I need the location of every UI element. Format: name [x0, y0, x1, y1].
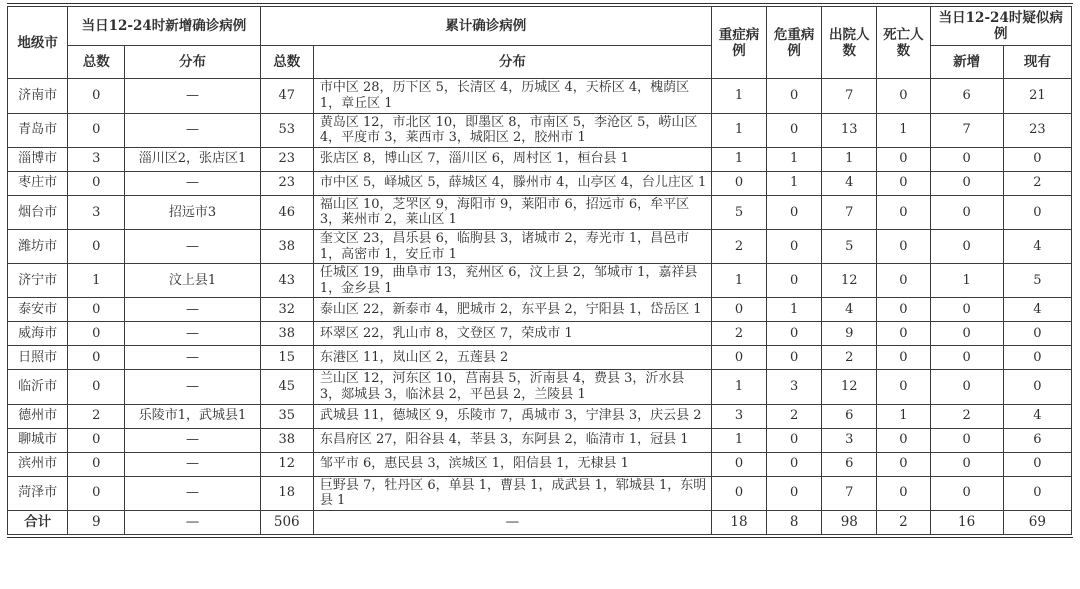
cell-new-total: 0 — [68, 298, 125, 322]
cell-new-total: 0 — [68, 428, 125, 452]
cell-city: 德州市 — [8, 404, 68, 428]
cell-new-total: 0 — [68, 322, 125, 346]
cell-susp-new: 7 — [930, 113, 1003, 147]
cell-city: 烟台市 — [8, 195, 68, 229]
header-row-groups — [8, 7, 1072, 46]
cell-severe: 0 — [711, 298, 766, 322]
cell-cum-dist: 东昌府区 27，阳谷县 4，莘县 3，东阿县 2，临清市 1，冠县 1 — [313, 428, 711, 452]
cell-susp-existing: 0 — [1003, 322, 1071, 346]
cell-deaths: 0 — [877, 476, 930, 510]
cell-discharged: 7 — [822, 79, 877, 113]
cell-cum-total: 38 — [260, 322, 313, 346]
cell-critical: 0 — [767, 346, 822, 370]
cell-cum-total: 23 — [260, 171, 313, 195]
cell-cum-total: 15 — [260, 346, 313, 370]
cell-deaths: 0 — [877, 79, 930, 113]
cell-critical: 0 — [767, 476, 822, 510]
cell-new-total: 0 — [68, 113, 125, 147]
cell-susp-existing: 5 — [1003, 264, 1071, 298]
header-city: 地级市 — [8, 7, 68, 79]
cell-discharged: 1 — [822, 147, 877, 171]
cell-cum-dist: 东港区 11，岚山区 2，五莲县 2 — [313, 346, 711, 370]
cell-susp-new: 0 — [930, 476, 1003, 510]
table-row — [8, 476, 1072, 510]
cell-new-dist: — — [125, 452, 260, 476]
cell-critical: 3 — [767, 370, 822, 404]
cell-severe: 1 — [711, 370, 766, 404]
cell-new-dist: — — [125, 171, 260, 195]
cell-critical: 0 — [767, 428, 822, 452]
cell-cum-dist: 奎文区 23，昌乐县 6，临朐县 3，诸城市 2，寿光市 1，昌邑市 1，高密市 1，安丘市 1 — [313, 229, 711, 263]
cell-discharged: 4 — [822, 171, 877, 195]
cell-susp-new: 16 — [930, 510, 1003, 534]
table-row — [8, 195, 1072, 229]
cell-critical: 0 — [767, 229, 822, 263]
cell-new-total: 3 — [68, 195, 125, 229]
cell-severe: 0 — [711, 452, 766, 476]
cell-new-dist: — — [125, 298, 260, 322]
header-new-distribution: 分布 — [125, 46, 260, 79]
table-body — [8, 79, 1072, 534]
cell-critical: 0 — [767, 113, 822, 147]
cell-severe: 1 — [711, 428, 766, 452]
cell-susp-new: 0 — [930, 428, 1003, 452]
table-row — [8, 113, 1072, 147]
cell-new-total: 2 — [68, 404, 125, 428]
cell-susp-existing: 6 — [1003, 428, 1071, 452]
cell-cum-dist: 泰山区 22，新泰市 4，肥城市 2，东平县 2，宁阳县 1，岱岳区 1 — [313, 298, 711, 322]
cell-city: 枣庄市 — [8, 171, 68, 195]
cell-discharged: 9 — [822, 322, 877, 346]
cell-city: 济南市 — [8, 79, 68, 113]
cell-city: 济宁市 — [8, 264, 68, 298]
cell-susp-existing: 4 — [1003, 404, 1071, 428]
header-suspected-group: 当日12-24时疑似病例 — [930, 7, 1072, 46]
cell-deaths: 0 — [877, 171, 930, 195]
cell-new-total: 0 — [68, 171, 125, 195]
cell-cum-total: 53 — [260, 113, 313, 147]
header-cum-total: 总数 — [260, 46, 313, 79]
cell-new-total: 0 — [68, 452, 125, 476]
cell-severe: 5 — [711, 195, 766, 229]
cell-cum-dist: 市中区 5，峄城区 5，薛城区 4，滕州市 4，山亭区 4，台儿庄区 1 — [313, 171, 711, 195]
cell-susp-existing: 4 — [1003, 229, 1071, 263]
cell-severe: 0 — [711, 476, 766, 510]
cell-new-dist: — — [125, 428, 260, 452]
cell-critical: 1 — [767, 171, 822, 195]
cell-susp-existing: 23 — [1003, 113, 1071, 147]
table-row — [8, 370, 1072, 404]
cell-critical: 2 — [767, 404, 822, 428]
cell-severe: 2 — [711, 322, 766, 346]
cell-cum-total: 12 — [260, 452, 313, 476]
header-cumulative-group: 累计确诊病例 — [260, 7, 711, 46]
cell-severe: 3 — [711, 404, 766, 428]
cell-new-total: 0 — [68, 79, 125, 113]
cell-new-total: 1 — [68, 264, 125, 298]
cell-deaths: 0 — [877, 428, 930, 452]
cell-cum-dist: 任城区 19，曲阜市 13，兖州区 6，汶上县 2，邹城市 1，嘉祥县 1，金乡县 1 — [313, 264, 711, 298]
cell-severe: 0 — [711, 346, 766, 370]
cell-severe: 18 — [711, 510, 766, 534]
cell-cum-dist: 巨野县 7，牡丹区 6，单县 1，曹县 1，成武县 1，郓城县 1，东明县 1 — [313, 476, 711, 510]
cell-cum-dist: 环翠区 22，乳山市 8，文登区 7，荣成市 1 — [313, 322, 711, 346]
cell-city: 聊城市 — [8, 428, 68, 452]
cell-cum-total: 45 — [260, 370, 313, 404]
table-row — [8, 404, 1072, 428]
cell-city: 威海市 — [8, 322, 68, 346]
cell-susp-new: 0 — [930, 298, 1003, 322]
table-row — [8, 452, 1072, 476]
cell-cum-dist: 武城县 11，德城区 9，乐陵市 7，禹城市 3，宁津县 3，庆云县 2 — [313, 404, 711, 428]
cell-city: 泰安市 — [8, 298, 68, 322]
cell-new-dist: 淄川区2，张店区1 — [125, 147, 260, 171]
header-new-total: 总数 — [68, 46, 125, 79]
cell-cum-dist: — — [313, 510, 711, 534]
cell-susp-existing: 0 — [1003, 370, 1071, 404]
cell-deaths: 2 — [877, 510, 930, 534]
cell-discharged: 12 — [822, 370, 877, 404]
cell-city: 日照市 — [8, 346, 68, 370]
cell-cum-total: 43 — [260, 264, 313, 298]
cell-new-total: 0 — [68, 476, 125, 510]
cell-susp-new: 0 — [930, 147, 1003, 171]
table-row — [8, 229, 1072, 263]
cell-susp-existing: 0 — [1003, 476, 1071, 510]
cell-discharged: 5 — [822, 229, 877, 263]
header-suspected-new: 新增 — [930, 46, 1003, 79]
cell-severe: 1 — [711, 113, 766, 147]
table-row — [8, 79, 1072, 113]
cell-severe: 2 — [711, 229, 766, 263]
cell-city: 淄博市 — [8, 147, 68, 171]
cell-cum-total: 47 — [260, 79, 313, 113]
cell-new-dist: 招远市3 — [125, 195, 260, 229]
header-critical: 危重病例 — [767, 7, 822, 79]
header-suspected-existing: 现有 — [1003, 46, 1071, 79]
cell-city: 滨州市 — [8, 452, 68, 476]
cell-new-dist: — — [125, 370, 260, 404]
cell-severe: 1 — [711, 79, 766, 113]
header-discharged: 出院人数 — [822, 7, 877, 79]
cell-new-dist: — — [125, 79, 260, 113]
cell-deaths: 0 — [877, 264, 930, 298]
cell-cum-dist: 黄岛区 12，市北区 10，即墨区 8，市南区 5，李沧区 5，崂山区 4，平度市 3，莱西市 3，城阳区 2，胶州市 1 — [313, 113, 711, 147]
cell-susp-existing: 21 — [1003, 79, 1071, 113]
cell-severe: 1 — [711, 264, 766, 298]
cell-new-total: 0 — [68, 229, 125, 263]
cell-deaths: 0 — [877, 298, 930, 322]
cell-city: 合计 — [8, 510, 68, 534]
cell-city: 潍坊市 — [8, 229, 68, 263]
header-deaths: 死亡人数 — [877, 7, 930, 79]
cell-susp-new: 0 — [930, 229, 1003, 263]
cell-susp-existing: 2 — [1003, 171, 1071, 195]
cell-new-total: 3 — [68, 147, 125, 171]
cell-cum-dist: 邹平市 6，惠民县 3，滨城区 1，阳信县 1，无棣县 1 — [313, 452, 711, 476]
cell-cum-total: 38 — [260, 229, 313, 263]
cell-discharged: 7 — [822, 476, 877, 510]
cell-susp-existing: 4 — [1003, 298, 1071, 322]
cell-susp-new: 0 — [930, 346, 1003, 370]
cell-new-total: 0 — [68, 346, 125, 370]
cell-discharged: 12 — [822, 264, 877, 298]
cell-new-dist: — — [125, 113, 260, 147]
cell-new-dist: 乐陵市1，武城县1 — [125, 404, 260, 428]
header-new-cases-group: 当日12-24时新增确诊病例 — [68, 7, 261, 46]
cell-critical: 0 — [767, 452, 822, 476]
cell-deaths: 1 — [877, 113, 930, 147]
cell-new-total: 0 — [68, 370, 125, 404]
cell-susp-new: 2 — [930, 404, 1003, 428]
cell-cum-total: 32 — [260, 298, 313, 322]
table-header — [8, 7, 1072, 79]
table-row — [8, 346, 1072, 370]
cell-susp-new: 0 — [930, 171, 1003, 195]
cell-severe: 0 — [711, 171, 766, 195]
cell-cum-total: 46 — [260, 195, 313, 229]
cell-new-dist: 汶上县1 — [125, 264, 260, 298]
cases-table-container — [7, 3, 1073, 538]
cases-table — [7, 6, 1072, 535]
cell-new-dist: — — [125, 322, 260, 346]
cell-new-total: 9 — [68, 510, 125, 534]
cell-discharged: 13 — [822, 113, 877, 147]
cell-cum-dist: 福山区 10，芝罘区 9，海阳市 9，莱阳市 6，招远市 6，牟平区 3，莱州市 2，莱山区 1 — [313, 195, 711, 229]
cell-susp-new: 6 — [930, 79, 1003, 113]
cell-deaths: 0 — [877, 195, 930, 229]
cell-critical: 1 — [767, 147, 822, 171]
cell-new-dist: — — [125, 346, 260, 370]
table-row — [8, 147, 1072, 171]
cell-severe: 1 — [711, 147, 766, 171]
cell-discharged: 98 — [822, 510, 877, 534]
cell-discharged: 7 — [822, 195, 877, 229]
cell-new-dist: — — [125, 229, 260, 263]
cell-cum-dist: 兰山区 12，河东区 10，莒南县 5，沂南县 4，费县 3，沂水县 3，郯城县 3，临沭县 2，平邑县 2，兰陵县 1 — [313, 370, 711, 404]
cell-city: 青岛市 — [8, 113, 68, 147]
cell-susp-new: 1 — [930, 264, 1003, 298]
cell-cum-total: 506 — [260, 510, 313, 534]
cell-susp-existing: 0 — [1003, 452, 1071, 476]
cell-critical: 0 — [767, 79, 822, 113]
cell-city: 菏泽市 — [8, 476, 68, 510]
header-severe: 重症病例 — [711, 7, 766, 79]
cell-critical: 0 — [767, 322, 822, 346]
cell-deaths: 0 — [877, 147, 930, 171]
cell-discharged: 4 — [822, 298, 877, 322]
table-row — [8, 322, 1072, 346]
cell-deaths: 0 — [877, 229, 930, 263]
cell-susp-new: 0 — [930, 322, 1003, 346]
table-row — [8, 171, 1072, 195]
cell-city: 临沂市 — [8, 370, 68, 404]
cell-critical: 0 — [767, 264, 822, 298]
cell-cum-total: 38 — [260, 428, 313, 452]
cell-new-dist: — — [125, 476, 260, 510]
cell-deaths: 0 — [877, 322, 930, 346]
cell-susp-new: 0 — [930, 452, 1003, 476]
cell-susp-new: 0 — [930, 370, 1003, 404]
cell-discharged: 6 — [822, 404, 877, 428]
table-row — [8, 298, 1072, 322]
header-cum-distribution: 分布 — [313, 46, 711, 79]
cell-susp-existing: 0 — [1003, 147, 1071, 171]
table-row — [8, 428, 1072, 452]
cell-critical: 8 — [767, 510, 822, 534]
cell-critical: 1 — [767, 298, 822, 322]
cell-deaths: 0 — [877, 370, 930, 404]
cell-susp-existing: 0 — [1003, 346, 1071, 370]
cell-cum-total: 35 — [260, 404, 313, 428]
cell-deaths: 0 — [877, 346, 930, 370]
cell-new-dist: — — [125, 510, 260, 534]
cell-critical: 0 — [767, 195, 822, 229]
cell-discharged: 3 — [822, 428, 877, 452]
cell-deaths: 0 — [877, 452, 930, 476]
cell-cum-dist: 张店区 8，博山区 7，淄川区 6，周村区 1，桓台县 1 — [313, 147, 711, 171]
table-row — [8, 264, 1072, 298]
cell-susp-existing: 69 — [1003, 510, 1071, 534]
cell-susp-new: 0 — [930, 195, 1003, 229]
cell-deaths: 1 — [877, 404, 930, 428]
cell-cum-total: 18 — [260, 476, 313, 510]
cell-discharged: 2 — [822, 346, 877, 370]
cell-susp-existing: 0 — [1003, 195, 1071, 229]
cell-cum-total: 23 — [260, 147, 313, 171]
cell-cum-dist: 市中区 28，历下区 5，长清区 4，历城区 4，天桥区 4，槐荫区 1，章丘区 1 — [313, 79, 711, 113]
total-row — [8, 510, 1072, 534]
cell-discharged: 6 — [822, 452, 877, 476]
